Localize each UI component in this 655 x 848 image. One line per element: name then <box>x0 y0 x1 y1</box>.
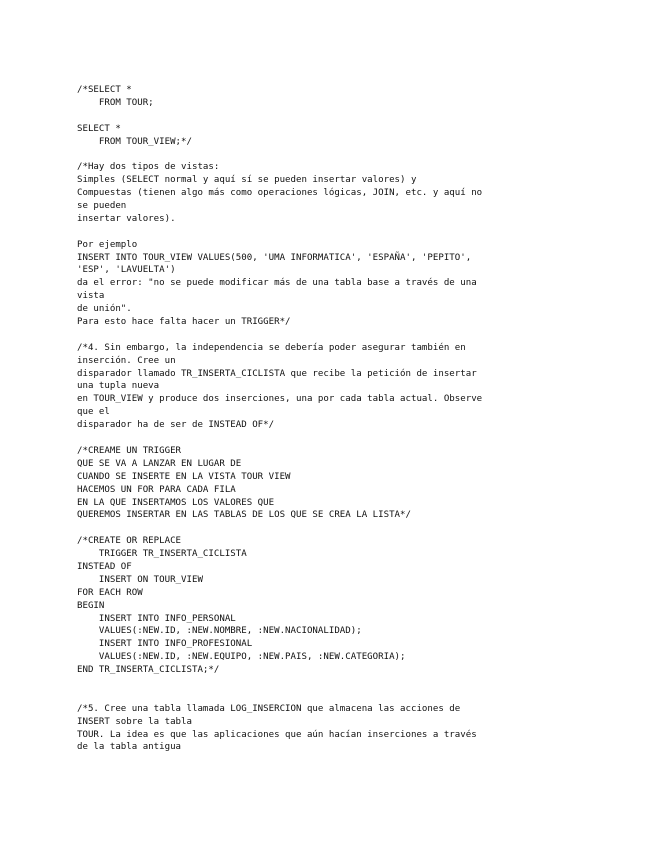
code-line: disparador llamado TR_INSERTA_CICLISTA que recibe la petición de insertar <box>77 368 477 379</box>
code-line: INSERT INTO TOUR_VIEW VALUES(500, 'UMA INFORMATICA', 'ESPAÑA', 'PEPITO', <box>77 252 472 263</box>
code-line: INSERT INTO INFO_PERSONAL <box>77 613 236 624</box>
code-line <box>77 110 592 123</box>
code-line: FROM TOUR_VIEW;*/ <box>77 136 192 147</box>
code-line: en TOUR_VIEW y produce dos inserciones, una por cada tabla actual. Observe <box>77 394 483 405</box>
code-line: QUEREMOS INSERTAR EN LAS TABLAS DE LOS QUE SE CREA LA LISTA*/ <box>77 510 411 521</box>
code-line: disparador ha de ser de INSTEAD OF*/ <box>77 420 275 431</box>
code-line: /*4. Sin embargo, la independencia se debería poder asegurar también en <box>77 342 466 353</box>
code-line: /*SELECT * <box>77 85 132 95</box>
code-line: /*5. Cree una tabla llamada LOG_INSERCION que almacena las acciones de <box>77 703 461 714</box>
code-line: vista <box>77 291 105 302</box>
code-line <box>77 677 592 690</box>
code-line: insertar valores). <box>77 213 176 224</box>
code-line: FROM TOUR; <box>77 97 154 108</box>
code-line: se pueden <box>77 201 127 212</box>
code-line: SELECT * <box>77 123 121 134</box>
code-line: da el error: "no se puede modificar más de una tabla base a través de una <box>77 278 477 289</box>
code-line <box>77 690 592 703</box>
code-line: que el <box>77 407 110 418</box>
code-line: VALUES(:NEW.ID, :NEW.EQUIPO, :NEW.PAIS, :NEW.CATEGORIA); <box>77 652 406 663</box>
code-line: CUANDO SE INSERTE EN LA VISTA TOUR VIEW <box>77 471 291 482</box>
code-line: FOR EACH ROW <box>77 587 143 598</box>
code-line: /*CREAME UN TRIGGER <box>77 445 182 456</box>
code-line <box>77 226 592 239</box>
code-line: de la tabla antigua <box>77 742 182 753</box>
code-line: INSTEAD OF <box>77 561 132 572</box>
code-line <box>77 148 592 161</box>
code-line: /*CREATE OR REPLACE <box>77 536 182 547</box>
code-line: 'ESP', 'LAVUELTA') <box>77 265 176 276</box>
code-line: QUE SE VA A LANZAR EN LUGAR DE <box>77 458 242 469</box>
code-line: INSERT INTO INFO_PROFESIONAL <box>77 639 253 650</box>
code-line: BEGIN <box>77 600 105 611</box>
code-line: Para esto hace falta hacer un TRIGGER*/ <box>77 317 291 328</box>
code-line <box>77 432 592 445</box>
code-line: Simples (SELECT normal y aquí sí se pueden insertar valores) y <box>77 175 417 186</box>
code-line: Compuestas (tienen algo más como operaciones lógicas, JOIN, etc. y aquí no <box>77 188 483 199</box>
code-line: VALUES(:NEW.ID, :NEW.NOMBRE, :NEW.NACIONALIDAD); <box>77 626 362 637</box>
code-line: Por ejemplo <box>77 239 138 250</box>
code-line: TRIGGER TR_INSERTA_CICLISTA <box>77 549 247 560</box>
code-line: INSERT ON TOUR_VIEW <box>77 574 203 585</box>
code-line: END TR_INSERTA_CICLISTA;*/ <box>77 665 220 676</box>
code-line: TOUR. La idea es que las aplicaciones que aún hacían inserciones a través <box>77 729 477 740</box>
code-line: inserción. Cree un <box>77 355 176 366</box>
code-line <box>77 329 592 342</box>
code-line: de unión". <box>77 304 132 315</box>
code-line: una tupla nueva <box>77 381 160 392</box>
code-line: /*Hay dos tipos de vistas: <box>77 162 220 173</box>
code-line <box>77 522 592 535</box>
code-line: HACEMOS UN FOR PARA CADA FILA <box>77 484 236 495</box>
code-line: INSERT sobre la tabla <box>77 716 192 727</box>
code-line: EN LA QUE INSERTAMOS LOS VALORES QUE <box>77 497 275 508</box>
sql-code-text <box>77 84 592 754</box>
